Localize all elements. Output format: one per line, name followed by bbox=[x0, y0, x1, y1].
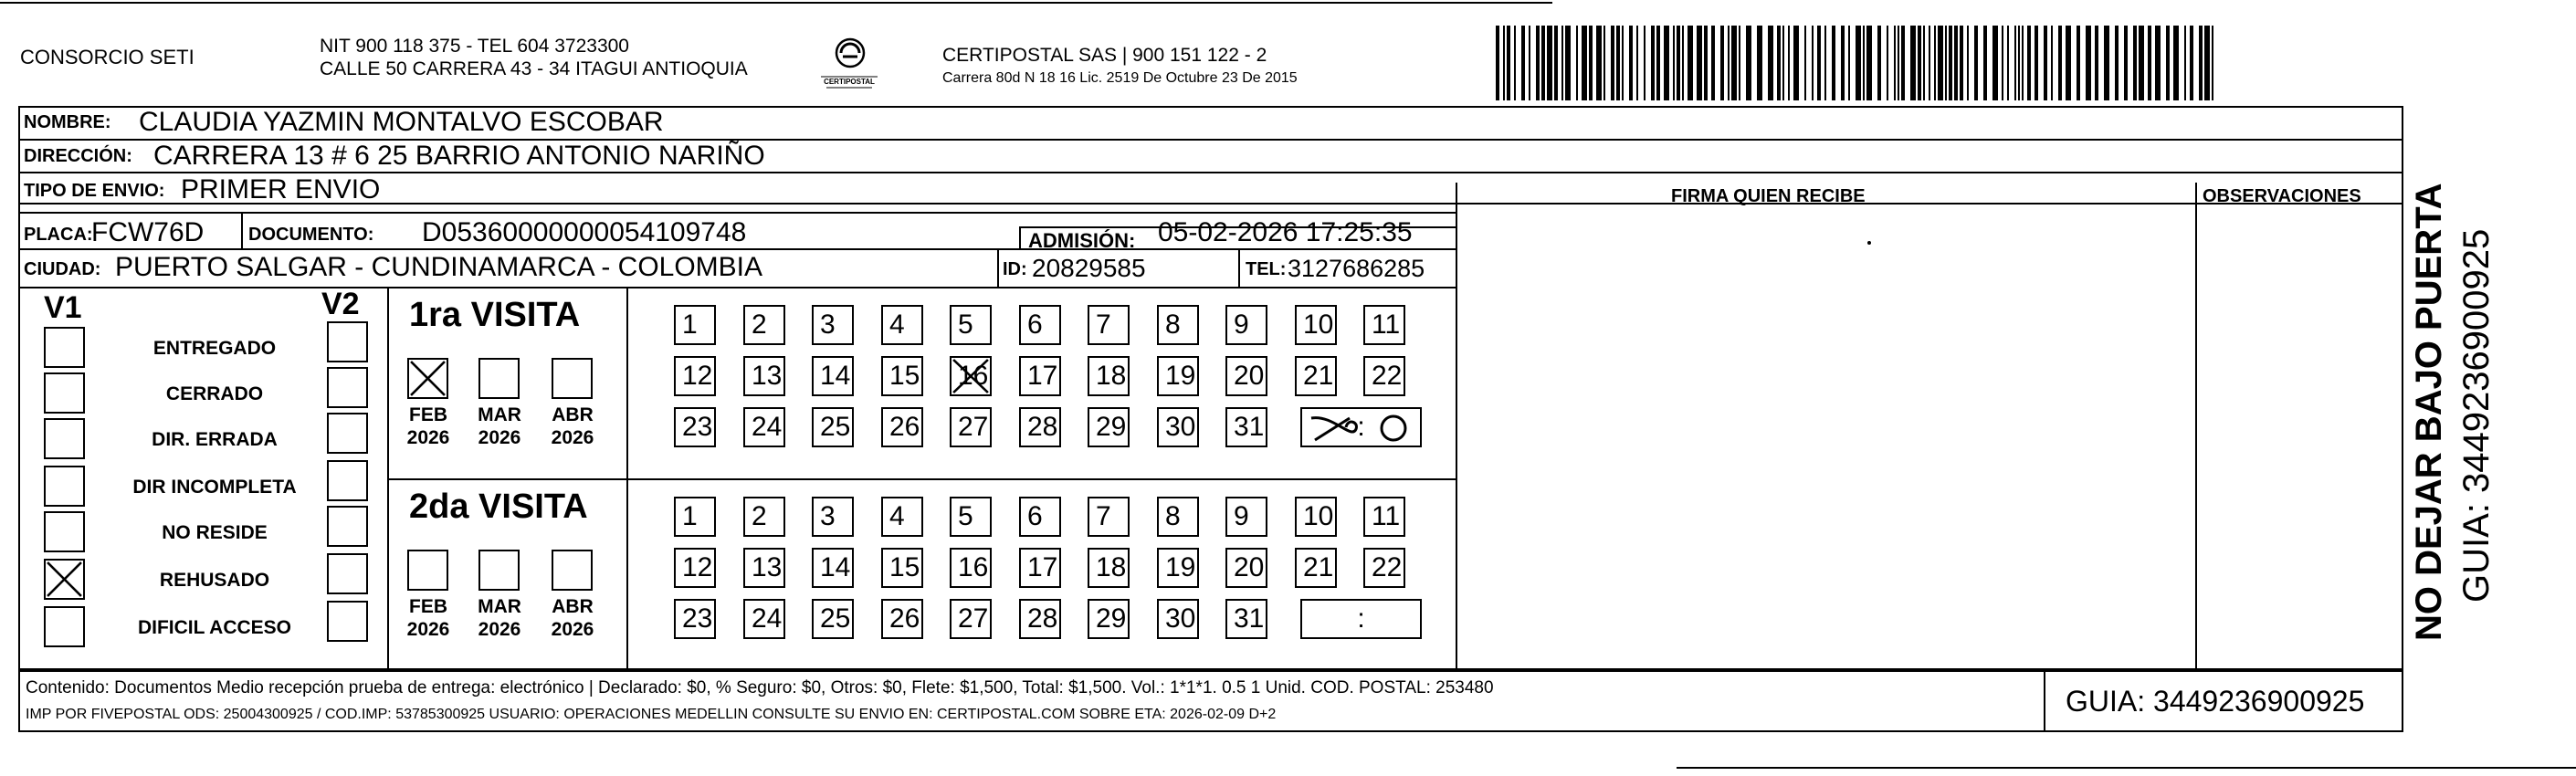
barcode-bar bbox=[1757, 26, 1762, 100]
visit2-day-cell[interactable]: 24 bbox=[743, 599, 785, 639]
month-year: 2026 bbox=[551, 619, 594, 640]
visit2-day-cell[interactable]: 13 bbox=[743, 548, 785, 588]
v2-checkbox[interactable] bbox=[327, 601, 368, 642]
visit2-month-checkbox[interactable] bbox=[552, 550, 593, 591]
visit2-day-cell[interactable]: 26 bbox=[881, 599, 923, 639]
barcode-bar bbox=[1731, 26, 1737, 100]
visit2-month-checkbox[interactable] bbox=[407, 550, 448, 591]
barcode-bar bbox=[1901, 26, 1905, 100]
visit2-month-checkbox[interactable] bbox=[478, 550, 520, 591]
admission-value: 05-02-2026 17:25:35 bbox=[1158, 217, 1413, 247]
shipping-type: PRIMER ENVIO bbox=[181, 174, 381, 204]
month-year: 2026 bbox=[478, 427, 521, 448]
barcode-bar bbox=[1554, 26, 1558, 100]
barcode-bar bbox=[1949, 26, 1952, 100]
visit2-day-cell[interactable]: 20 bbox=[1225, 548, 1267, 588]
barcode-bar bbox=[1596, 26, 1602, 100]
visit1-day-cell[interactable]: 18 bbox=[1088, 356, 1130, 396]
barcode-bar bbox=[1521, 26, 1525, 100]
month-year: 2026 bbox=[406, 427, 450, 448]
signature-label: FIRMA QUIEN RECIBE bbox=[1671, 186, 1866, 206]
barcode-bar bbox=[2204, 26, 2210, 100]
visit1-day-cell[interactable]: 19 bbox=[1157, 356, 1199, 396]
barcode-bar bbox=[1529, 26, 1530, 100]
barcode-bar bbox=[1856, 26, 1861, 100]
signature-divider bbox=[1456, 183, 1457, 670]
barcode-bar bbox=[1611, 26, 1614, 100]
barcode-bar bbox=[2190, 26, 2193, 100]
visit2-day-cell[interactable]: 25 bbox=[812, 599, 854, 639]
row-line bbox=[18, 212, 1456, 214]
plate-label: PLACA: bbox=[24, 225, 93, 245]
visit2-day-cell[interactable]: 11 bbox=[1363, 497, 1405, 537]
visit1-time-box[interactable] bbox=[1300, 407, 1422, 447]
visit1-month-label bbox=[468, 404, 531, 449]
barcode-bar bbox=[1644, 26, 1645, 100]
v2-checkbox[interactable] bbox=[327, 460, 368, 501]
barcode-bar bbox=[1582, 26, 1587, 100]
side-guia: GUIA: 3449236900925 bbox=[2456, 228, 2497, 603]
recipient-address: CARRERA 13 # 6 25 BARRIO ANTONIO NARIÑO bbox=[153, 141, 765, 171]
address-line: CALLE 50 CARRERA 43 - 34 ITAGUI ANTIOQUIA bbox=[320, 58, 748, 79]
v2-checkbox[interactable] bbox=[327, 367, 368, 408]
status-label: DIFICIL ACCESO bbox=[137, 617, 291, 638]
barcode-bar bbox=[1673, 26, 1675, 100]
barcode-bar bbox=[1863, 26, 1865, 100]
visit2-day-cell[interactable]: 8 bbox=[1157, 497, 1199, 537]
month-name: MAR bbox=[478, 404, 521, 425]
barcode-bar bbox=[1704, 26, 1708, 100]
visit1-day-cell[interactable]: 29 bbox=[1088, 407, 1130, 447]
visit2-day-cell[interactable]: 23 bbox=[674, 599, 716, 639]
city-label: CIUDAD: bbox=[24, 259, 101, 279]
barcode-bar bbox=[2199, 26, 2203, 100]
barcode-bar bbox=[2184, 26, 2186, 100]
barcode-bar bbox=[2027, 26, 2031, 100]
visit2-title: 2da VISITA bbox=[409, 488, 588, 526]
visit1-day-cell[interactable]: 10 bbox=[1295, 305, 1337, 345]
barcode-bar bbox=[1728, 26, 1730, 100]
observations-label: OBSERVACIONES bbox=[2203, 186, 2361, 206]
month-year: 2026 bbox=[406, 619, 450, 640]
tel-label: TEL: bbox=[1246, 259, 1287, 279]
month-name: FEB bbox=[409, 404, 447, 425]
visit2-day-cell[interactable]: 17 bbox=[1019, 548, 1061, 588]
status-label: ENTREGADO bbox=[152, 338, 277, 359]
barcode-bar bbox=[1929, 26, 1930, 100]
barcode-bar bbox=[2007, 26, 2009, 100]
month-name: MAR bbox=[478, 596, 521, 617]
visit2-day-cell[interactable]: 12 bbox=[674, 548, 716, 588]
visit2-day-cell[interactable]: 21 bbox=[1295, 548, 1337, 588]
visit2-day-cell[interactable]: 6 bbox=[1019, 497, 1061, 537]
barcode-bar bbox=[2212, 26, 2213, 100]
imp-line: IMP POR FIVEPOSTAL ODS: 25004300925 / COD.IMP: 53785300925 USUARIO: OPERACIONES MEDELLIN CONSULTE SU ENVIO EN: CERTIPOSTAL.COM SOBRE ETA: 2026-02-09 D+2 bbox=[26, 707, 1277, 722]
visit1-month-checkbox[interactable] bbox=[552, 358, 593, 399]
status-label: DIR INCOMPLETA bbox=[132, 477, 297, 498]
barcode-bar bbox=[1967, 26, 1969, 100]
v1-label: V1 bbox=[44, 290, 82, 325]
visit2-month-label bbox=[468, 595, 531, 641]
nit-line: NIT 900 118 375 - TEL 604 3723300 bbox=[320, 36, 629, 57]
barcode-bar bbox=[2166, 26, 2170, 100]
v1-checkbox[interactable] bbox=[44, 466, 85, 507]
barcode-bar bbox=[1923, 26, 1925, 100]
time-separator: : bbox=[1357, 603, 1365, 634]
visit2-day-cell[interactable]: 18 bbox=[1088, 548, 1130, 588]
visit2-day-cell[interactable]: 16 bbox=[950, 548, 992, 588]
row-line bbox=[18, 248, 1456, 250]
visit1-day-cell[interactable]: 3 bbox=[812, 305, 854, 345]
visit1-day-cell[interactable]: 9 bbox=[1225, 305, 1267, 345]
visit2-day-cell[interactable]: 27 bbox=[950, 599, 992, 639]
visit2-time-box[interactable] bbox=[1300, 599, 1422, 639]
visit1-day-cell[interactable]: 27 bbox=[950, 407, 992, 447]
barcode-bar bbox=[1768, 26, 1773, 100]
barcode-bar bbox=[2173, 26, 2179, 100]
barcode-bar bbox=[1697, 26, 1702, 100]
month-year: 2026 bbox=[478, 619, 521, 640]
visit1-month-checkbox[interactable] bbox=[478, 358, 520, 399]
status-label: NO RESIDE bbox=[162, 522, 268, 543]
recipient-name: CLAUDIA YAZMIN MONTALVO ESCOBAR bbox=[139, 107, 664, 137]
v2-label: V2 bbox=[321, 287, 360, 321]
barcode-bar bbox=[1561, 26, 1563, 100]
barcode-bar bbox=[1651, 26, 1655, 100]
v2-checkbox[interactable] bbox=[327, 553, 368, 594]
barcode-bar bbox=[1739, 26, 1740, 100]
handwritten-time-mark bbox=[1306, 413, 1420, 444]
barcode-bar bbox=[1616, 26, 1620, 100]
barcode-bar bbox=[1682, 26, 1684, 100]
visit1-day-cell[interactable]: 2 bbox=[743, 305, 785, 345]
visit2-day-cell[interactable]: 31 bbox=[1225, 599, 1267, 639]
status-label: DIR. ERRADA bbox=[152, 429, 278, 450]
barcode-bar bbox=[2086, 26, 2091, 100]
visit1-day-cell[interactable]: 21 bbox=[1295, 356, 1337, 396]
document-label: DOCUMENTO: bbox=[248, 225, 374, 245]
city-value: PUERTO SALGAR - CUNDINAMARCA - COLOMBIA bbox=[115, 252, 763, 282]
barcode-bar bbox=[1812, 26, 1814, 100]
barcode-bar bbox=[1841, 26, 1845, 100]
visit2-day-cell[interactable]: 22 bbox=[1363, 548, 1405, 588]
barcode-bar bbox=[1547, 26, 1552, 100]
visit2-day-cell[interactable]: 28 bbox=[1019, 599, 1061, 639]
barcode-bar bbox=[1938, 26, 1943, 100]
barcode-bar bbox=[1565, 26, 1571, 100]
barcode-bar bbox=[1992, 26, 1998, 100]
visit2-day-cell[interactable]: 3 bbox=[812, 497, 854, 537]
barcode-bar bbox=[1677, 26, 1680, 100]
v1-checkbox[interactable] bbox=[44, 559, 85, 600]
barcode-bar bbox=[1688, 26, 1693, 100]
visit1-day-cell[interactable]: 17 bbox=[1019, 356, 1061, 396]
certipostal-logo bbox=[817, 37, 881, 91]
visit1-day-cell[interactable]: 8 bbox=[1157, 305, 1199, 345]
document-value: D05360000000054109748 bbox=[422, 217, 747, 247]
footer-guia: GUIA: 3449236900925 bbox=[2066, 685, 2365, 718]
barcode-bar bbox=[1514, 26, 1516, 100]
id-label: ID: bbox=[1003, 259, 1027, 279]
bottom-edge-line bbox=[1677, 767, 2576, 769]
barcode-bar bbox=[1960, 26, 1963, 100]
status-label: REHUSADO bbox=[159, 570, 270, 591]
visit1-day-cell[interactable]: 12 bbox=[674, 356, 716, 396]
barcode-bar bbox=[1636, 26, 1638, 100]
barcode-bar bbox=[1507, 26, 1510, 100]
visit2-month-label bbox=[396, 595, 460, 641]
barcode-bar bbox=[1983, 26, 1987, 100]
visit2-day-cell[interactable]: 7 bbox=[1088, 497, 1130, 537]
barcode-bar bbox=[2095, 26, 2098, 100]
barcode-bar bbox=[2066, 26, 2071, 100]
barcode-bar bbox=[2058, 26, 2062, 100]
barcode-bar bbox=[2022, 26, 2024, 100]
status-label: CERRADO bbox=[165, 383, 264, 404]
barcode-bar bbox=[2124, 26, 2128, 100]
visit1-day-cell[interactable]: 30 bbox=[1157, 407, 1199, 447]
visit1-day-cell[interactable]: 16 bbox=[950, 356, 992, 396]
barcode-bar bbox=[2104, 26, 2109, 100]
barcode-bar bbox=[1934, 26, 1936, 100]
visit1-day-cell[interactable]: 24 bbox=[743, 407, 785, 447]
barcode-bar bbox=[2155, 26, 2161, 100]
barcode-bar bbox=[1954, 26, 1958, 100]
visit2-day-cell[interactable]: 30 bbox=[1157, 599, 1199, 639]
barcode-bar bbox=[1603, 26, 1605, 100]
v1-checkbox[interactable] bbox=[44, 372, 85, 414]
barcode-bar bbox=[1536, 26, 1540, 100]
month-name: ABR bbox=[552, 404, 594, 425]
visit1-day-cell[interactable]: 26 bbox=[881, 407, 923, 447]
barcode-bar bbox=[1945, 26, 1947, 100]
barcode-bar bbox=[1804, 26, 1806, 100]
barcode-bar bbox=[1910, 26, 1916, 100]
visit1-day-cell[interactable]: 6 bbox=[1019, 305, 1061, 345]
barcode-bar bbox=[1793, 26, 1799, 100]
month-name: FEB bbox=[409, 596, 447, 617]
visit1-month-label bbox=[396, 404, 460, 449]
visit1-month-checkbox[interactable] bbox=[407, 358, 448, 399]
visit2-day-cell[interactable]: 19 bbox=[1157, 548, 1199, 588]
barcode-bar bbox=[1629, 26, 1633, 100]
barcode-bar bbox=[1720, 26, 1724, 100]
visit1-day-cell[interactable]: 28 bbox=[1019, 407, 1061, 447]
barcode-bar bbox=[1817, 26, 1821, 100]
barcode-bar bbox=[1622, 26, 1624, 100]
name-label: NOMBRE: bbox=[24, 112, 111, 132]
visit1-day-cell[interactable]: 13 bbox=[743, 356, 785, 396]
visit1-day-cell[interactable]: 15 bbox=[881, 356, 923, 396]
top-edge-line bbox=[0, 2, 1552, 4]
barcode-bar bbox=[1894, 26, 1896, 100]
v1-checkbox[interactable] bbox=[44, 606, 85, 647]
content-line: Contenido: Documentos Medio recepción prueba de entrega: electrónico | Declarado: $0, % Seguro: $0, Otros: $0, Flete: $1,500, Total: $1,500. Vol.: 1*1*1. 0.5 1 Unid. COD. POSTAL: 253480 bbox=[26, 678, 1494, 697]
barcode-bar bbox=[2148, 26, 2151, 100]
cell-divider bbox=[241, 212, 243, 248]
barcode-bar bbox=[1496, 26, 1499, 100]
v2-checkbox[interactable] bbox=[327, 413, 368, 454]
barcode-bar bbox=[1848, 26, 1850, 100]
barcode-bar bbox=[1664, 26, 1669, 100]
barcode-bar bbox=[1866, 26, 1872, 100]
visit1-day-cell[interactable]: 25 bbox=[812, 407, 854, 447]
visit2-day-cell[interactable]: 4 bbox=[881, 497, 923, 537]
v1-checkbox[interactable] bbox=[44, 327, 85, 368]
cell-divider bbox=[1238, 248, 1240, 287]
visit-divider bbox=[387, 478, 1456, 480]
barcode-bar bbox=[2115, 26, 2119, 100]
signature-dot bbox=[1867, 241, 1871, 245]
barcode-bar bbox=[2051, 26, 2053, 100]
visit2-day-cell[interactable]: 15 bbox=[881, 548, 923, 588]
v1-checkbox[interactable] bbox=[44, 511, 85, 552]
visit2-day-cell[interactable]: 2 bbox=[743, 497, 785, 537]
barcode-bar bbox=[1782, 26, 1784, 100]
barcode-bar bbox=[1877, 26, 1881, 100]
observations-divider bbox=[2195, 183, 2197, 670]
barcode-bar bbox=[2014, 26, 2016, 100]
barcode-bar bbox=[1746, 26, 1751, 100]
barcode-bar bbox=[2077, 26, 2080, 100]
barcode-bar bbox=[1576, 26, 1578, 100]
barcode-bar bbox=[2133, 26, 2137, 100]
barcode-bar bbox=[1656, 26, 1660, 100]
carrier-line: CERTIPOSTAL SAS | 900 151 122 - 2 bbox=[942, 45, 1267, 66]
month-name: ABR bbox=[552, 596, 594, 617]
visit2-day-cell[interactable]: 10 bbox=[1295, 497, 1337, 537]
cell-divider bbox=[997, 248, 999, 287]
visit1-day-cell[interactable]: 31 bbox=[1225, 407, 1267, 447]
plate-value: FCW76D bbox=[91, 217, 205, 247]
barcode-bar bbox=[1898, 26, 1899, 100]
barcode-bar bbox=[1589, 26, 1593, 100]
row-line bbox=[18, 287, 1456, 288]
barcode-icon bbox=[1496, 26, 2226, 100]
barcode-bar bbox=[2139, 26, 2144, 100]
license-line: Carrera 80d N 18 16 Lic. 2519 De Octubre 23 De 2015 bbox=[942, 70, 1298, 86]
address-label: DIRECCIÓN: bbox=[24, 146, 132, 166]
svg-text:CERTIPOSTAL: CERTIPOSTAL bbox=[824, 78, 875, 86]
barcode-bar bbox=[1832, 26, 1835, 100]
barcode-bar bbox=[2044, 26, 2047, 100]
barcode-bar bbox=[2035, 26, 2038, 100]
barcode-bar bbox=[1887, 26, 1888, 100]
id-value: 20829585 bbox=[1032, 254, 1146, 282]
shipping-type-label: TIPO DE ENVIO: bbox=[24, 181, 165, 201]
v2-checkbox[interactable] bbox=[327, 506, 368, 547]
barcode-bar bbox=[1541, 26, 1545, 100]
visit1-month-label bbox=[541, 404, 605, 449]
row-line bbox=[18, 172, 2403, 173]
cell-divider bbox=[1019, 226, 1021, 248]
visit2-day-cell[interactable]: 14 bbox=[812, 548, 854, 588]
barcode-bar bbox=[2002, 26, 2003, 100]
barcode-bar bbox=[1918, 26, 1921, 100]
barcode-bar bbox=[1824, 26, 1826, 100]
visit2-day-cell[interactable]: 5 bbox=[950, 497, 992, 537]
visit1-title: 1ra VISITA bbox=[409, 296, 581, 334]
barcode-bar bbox=[2018, 26, 2020, 100]
tel-value: 3127686285 bbox=[1288, 255, 1425, 282]
visit2-day-cell[interactable]: 1 bbox=[674, 497, 716, 537]
visit1-day-cell[interactable]: 11 bbox=[1363, 305, 1405, 345]
visit1-day-cell[interactable]: 23 bbox=[674, 407, 716, 447]
visit1-day-cell[interactable]: 4 bbox=[881, 305, 923, 345]
v1-checkbox[interactable] bbox=[44, 418, 85, 459]
barcode-bar bbox=[1777, 26, 1781, 100]
time-separator: : bbox=[1357, 412, 1365, 442]
v2-checkbox[interactable] bbox=[327, 321, 368, 362]
visit2-month-label bbox=[541, 595, 605, 641]
visit1-day-cell[interactable]: 20 bbox=[1225, 356, 1267, 396]
visit2-day-cell[interactable]: 29 bbox=[1088, 599, 1130, 639]
visit1-day-cell[interactable]: 5 bbox=[950, 305, 992, 345]
footer-divider bbox=[2044, 670, 2045, 732]
crossed-mark bbox=[952, 358, 990, 394]
company-name: CONSORCIO SETI bbox=[20, 46, 195, 68]
visit1-day-cell[interactable]: 14 bbox=[812, 356, 854, 396]
visit1-day-cell[interactable]: 22 bbox=[1363, 356, 1405, 396]
barcode-bar bbox=[1974, 26, 1978, 100]
visit1-day-cell[interactable]: 1 bbox=[674, 305, 716, 345]
barcode-bar bbox=[1711, 26, 1715, 100]
barcode-bar bbox=[1788, 26, 1790, 100]
visit2-day-cell[interactable]: 9 bbox=[1225, 497, 1267, 537]
month-year: 2026 bbox=[551, 427, 594, 448]
side-warning: NO DEJAR BAJO PUERTA bbox=[2409, 183, 2449, 641]
visit1-day-cell[interactable]: 7 bbox=[1088, 305, 1130, 345]
barcode-bar bbox=[1503, 26, 1505, 100]
admission-label: ADMISIÓN: bbox=[1028, 229, 1136, 252]
